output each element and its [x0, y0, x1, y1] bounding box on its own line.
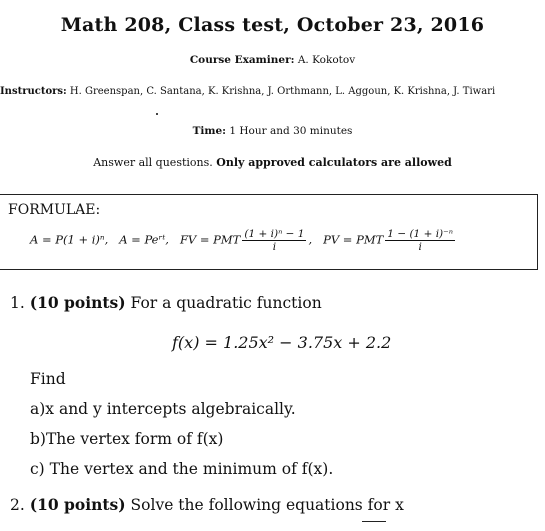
question-1-number: 1.: [10, 294, 25, 312]
formula-pv-prefix: PV = PMT: [323, 232, 384, 247]
stray-mark: [156, 113, 158, 115]
course-examiner: [0, 54, 545, 66]
question-1-text: For a quadratic function: [130, 294, 322, 312]
fraction-bar-fragment: [362, 521, 386, 522]
formula-fv-fraction: [242, 228, 306, 253]
formula-fv-denominator: i: [272, 241, 277, 253]
time-value: 1 Hour and 30 minutes: [229, 125, 353, 137]
answer-all-text: Answer all questions.: [93, 156, 213, 169]
instructors-label: Instructors:: [0, 86, 67, 97]
instructions: [0, 156, 545, 169]
formula-pv-numerator: 1 − (1 + i)⁻ⁿ: [387, 228, 453, 240]
quadratic-equation: f(x) = 1.25x² − 3.75x + 2.2: [172, 333, 392, 352]
test-title: Math 208, Class test, October 23, 2016: [60, 14, 485, 36]
time-label: Time:: [192, 125, 227, 137]
find-label: Find: [30, 370, 66, 388]
part-b: b)The vertex form of f(x): [30, 430, 224, 448]
question-2: [10, 495, 404, 514]
formulae-line: [30, 228, 457, 253]
question-2-text: Solve the following equations for x: [130, 496, 404, 514]
question-2-number: 2.: [10, 496, 25, 514]
part-c: c) The vertex and the minimum of f(x).: [30, 460, 334, 478]
formula-pv-denominator: i: [418, 241, 422, 253]
calculator-rule: Only approved calculators are allowed: [216, 156, 452, 169]
instructors-names: H. Greenspan, C. Santana, K. Krishna, J. Orthmann, L. Aggoun, K. Krishna, J. Tiwari: [69, 86, 496, 97]
formula-compound: A = P(1 + i)ⁿ,: [30, 232, 109, 247]
time-allowed: [0, 125, 545, 137]
formula-fv-prefix: FV = PMT: [179, 232, 241, 247]
formula-pv-fraction: [385, 228, 455, 253]
examiner-label: Course Examiner:: [189, 54, 295, 66]
examiner-name: A. Kokotov: [297, 54, 356, 66]
instructors: [0, 84, 545, 99]
question-1-points: (10 points): [29, 293, 126, 312]
formula-continuous: A = Peʳᵗ,: [119, 232, 169, 247]
formula-fv-numerator: (1 + i)ⁿ − 1: [244, 228, 305, 240]
question-1: [10, 293, 322, 312]
formula-fv-comma: ,: [308, 232, 313, 247]
part-a: a)x and y intercepts algebraically.: [30, 400, 296, 418]
question-2-points: (10 points): [29, 495, 126, 514]
formulae-heading: FORMULAE:: [8, 202, 101, 218]
